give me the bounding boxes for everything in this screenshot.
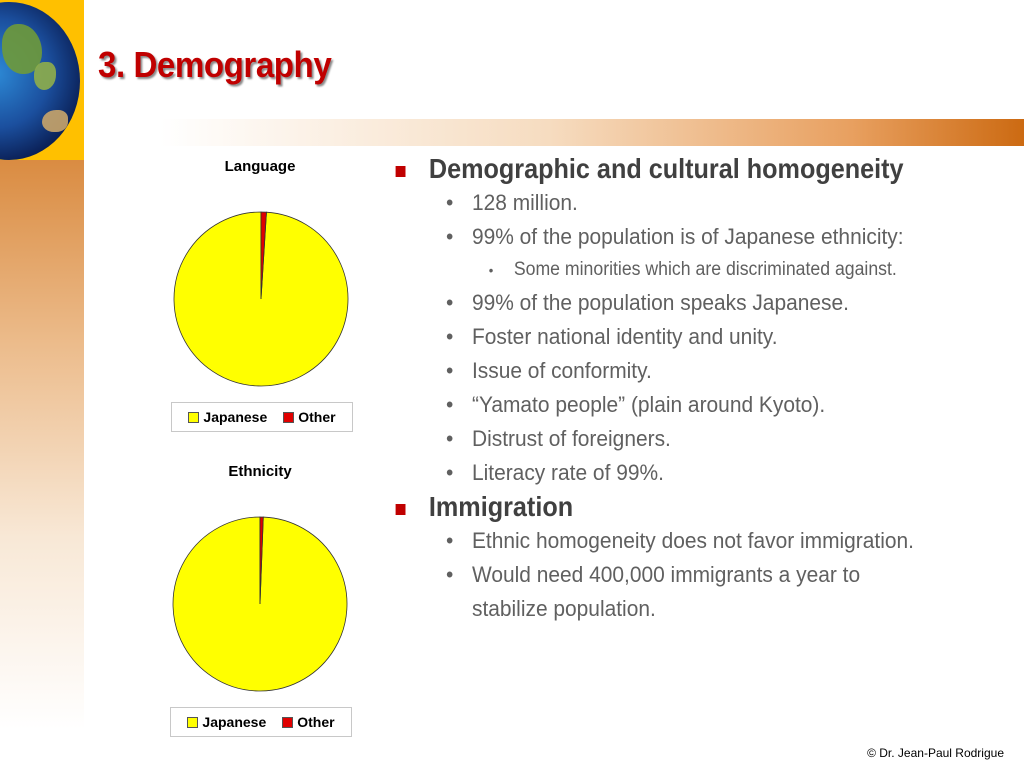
- copyright-footer: © Dr. Jean-Paul Rodrigue: [867, 746, 1004, 760]
- bullet-level2: • Literacy rate of 99%.: [392, 456, 969, 490]
- dot-bullet-icon: •: [445, 562, 454, 587]
- bullet-level2: • Would need 400,000 immigrants a year to: [392, 558, 969, 592]
- dot-bullet-icon: •: [445, 358, 454, 383]
- bullet-level2-continuation: stabilize population.: [471, 596, 656, 621]
- globe-icon: [0, 2, 80, 160]
- dot-bullet-icon: •: [488, 262, 494, 278]
- legend-swatch-other: [283, 412, 294, 423]
- bullet-level2: • Distrust of foreigners.: [392, 422, 969, 456]
- legend-label: Other: [297, 714, 335, 730]
- pie-chart-language: [172, 210, 350, 388]
- bullet-level2: • 99% of the population speaks Japanese.: [392, 286, 969, 320]
- square-bullet-icon: [396, 166, 406, 177]
- legend-item-japanese: [187, 714, 266, 730]
- bullet-level3: • Some minorities which are discriminated against.: [392, 254, 969, 286]
- dot-bullet-icon: •: [445, 190, 454, 215]
- bullet-level2: • Ethnic homogeneity does not favor immigration.: [392, 524, 969, 558]
- dot-bullet-icon: •: [445, 392, 454, 417]
- dot-bullet-icon: •: [445, 460, 454, 485]
- legend-language: [171, 402, 353, 432]
- bullet-level2: • Foster national identity and unity.: [392, 320, 969, 354]
- legend-label: Other: [298, 409, 336, 425]
- title-underline-bar: [160, 119, 1024, 146]
- legend-ethnicity: [170, 707, 352, 737]
- bullet-level1: Demographic and cultural homogeneity: [392, 152, 950, 186]
- legend-swatch-japanese: [188, 412, 199, 423]
- legend-swatch-other: [282, 717, 293, 728]
- legend-item-other: [283, 409, 335, 425]
- dot-bullet-icon: •: [445, 224, 454, 249]
- slide-title: 3. Demography: [98, 44, 332, 85]
- legend-label: Japanese: [203, 409, 268, 425]
- legend-swatch-japanese: [187, 717, 198, 728]
- corner-block: [0, 0, 84, 160]
- bullet-level2: • Issue of conformity.: [392, 354, 969, 388]
- pie-chart-ethnicity: [171, 515, 349, 693]
- dot-bullet-icon: •: [445, 426, 454, 451]
- chart-title-ethnicity: Ethnicity: [228, 463, 292, 480]
- bullet-level1: Immigration: [392, 490, 950, 524]
- dot-bullet-icon: •: [445, 324, 454, 349]
- legend-item-japanese: [188, 409, 267, 425]
- bullet-level2: • “Yamato people” (plain around Kyoto).: [392, 388, 969, 422]
- dot-bullet-icon: •: [445, 528, 454, 553]
- dot-bullet-icon: •: [445, 290, 454, 315]
- chart-title-language: Language: [224, 158, 296, 175]
- bullet-level2: • 128 million.: [392, 186, 969, 220]
- bullet-level2: • 99% of the population is of Japanese ethnicity:: [392, 220, 969, 254]
- bullet-content: [392, 152, 1012, 626]
- legend-label: Japanese: [202, 714, 267, 730]
- square-bullet-icon: [396, 504, 406, 515]
- legend-item-other: [282, 714, 334, 730]
